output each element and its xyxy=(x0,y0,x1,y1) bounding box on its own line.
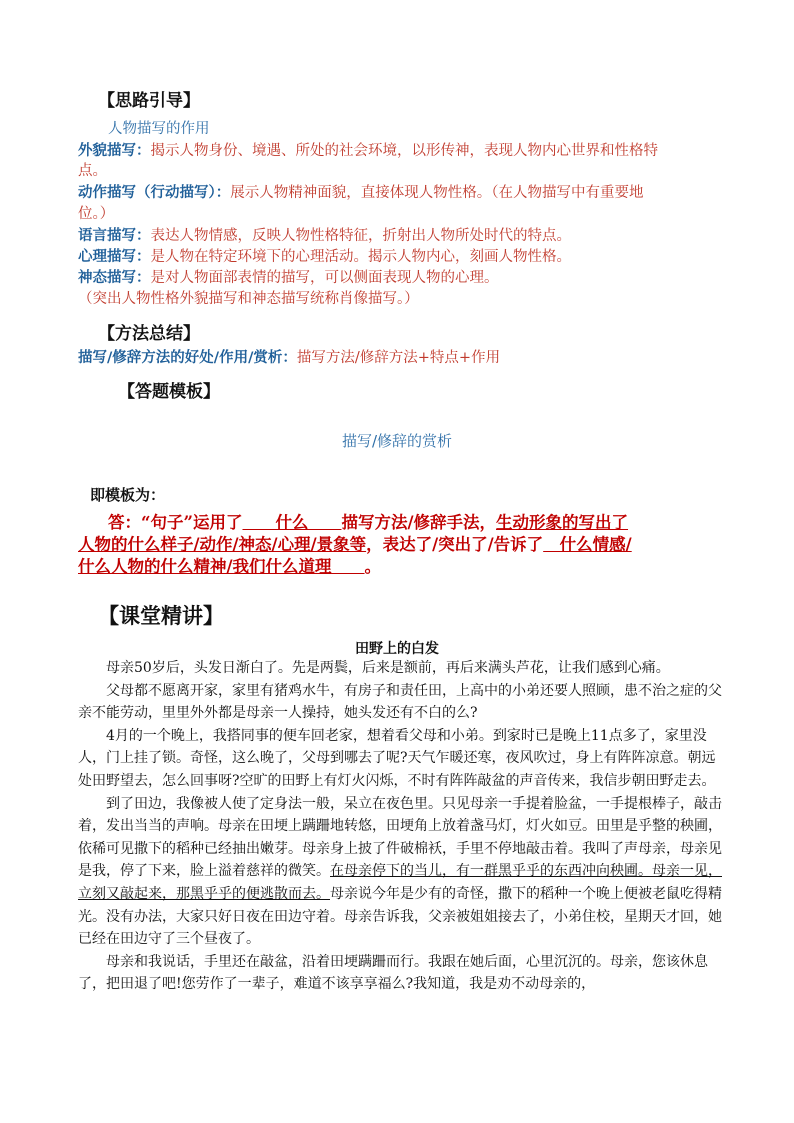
answer-text: 人物的什么样子/动作/神态/心理/景象等 xyxy=(78,535,367,554)
article-body xyxy=(78,657,728,996)
answer-text: 。 xyxy=(364,557,382,576)
article-title: 田野上的白发 xyxy=(355,641,439,657)
answer-line-3 xyxy=(78,556,381,578)
answer-text: 什么人物的什么精神/我们什么道理 xyxy=(78,557,332,576)
paragraph-text: 到了田边，我像被人使了定身法一般，呆立在夜色里。只见母亲一手提着脸盆，一手提根棒子，敲击着，发出当当的声响。母亲在田埂上蹒跚地转悠，田埂角上放着盏马灯，灯火如豆。田里是乎整的秧圃，依稀可见撒下的稻种已经抽出嫩芽。母亲身上披了件破棉袄，手里不停地敲击着。我叫了声母亲，母亲见是我，停了下来，脸上溢着慈祥的微笑。 xyxy=(78,795,722,880)
desc-appearance-cont: 点。 xyxy=(78,163,107,179)
answer-text: 生动形象的写出了 xyxy=(496,513,629,532)
section-heading-ketang: 【课堂精讲】 xyxy=(98,604,224,628)
desc-term: 语言描写： xyxy=(78,228,151,244)
method-summary xyxy=(78,348,500,369)
article-paragraph: 父母都不愿离开家，家里有猪鸡水牛，有房子和责任田，上高中的小弟还要人照顾，患不治之症的父亲不能劳动，里里外外都是母亲一人操持，她头发还有不白的么? xyxy=(78,682,722,722)
underlined-sentence: 在母亲停下的当儿，有一群黑乎乎的东西冲向秧圃。母亲一见，立刻又敲起来，那黑乎乎的便逃散而去。 xyxy=(78,863,722,902)
section-heading-fangfa: 【方法总结】 xyxy=(98,324,200,344)
article-paragraph: 4月的一个晚上，我搭同事的便车回老家，想着看父母和小弟。到家时已是晚上11点多了，家里没人，门上挂了锁。奇怪，这么晚了，父母到哪去了呢?天气乍暖还寒，夜风吹过，身上有阵阵凉意。朝远处田野望去，怎么回事呀?空旷的田野上有灯火闪烁，不时有阵阵敲盆的声音传来，我信步朝田野走去。 xyxy=(78,727,716,789)
paragraph-text: 母亲说今年是少有的奇怪，撒下的稻种一个晚上便被老鼠吃得精光。没有办法，大家只好日夜在田边守着。母亲告诉我，父亲被姐姐接去了，小弟住校，星期天才回，她已经在田边守了三个昼夜了。 xyxy=(78,885,722,948)
desc-text: 是对人物面部表情的描写，可以侧面表现人物的心理。 xyxy=(150,270,499,286)
answer-text: 答：“句子”运用了 xyxy=(108,513,243,532)
template-intro: 即模板为： xyxy=(90,486,166,504)
note-portrait: （突出人物性格外貌描写和神态描写统称肖像描写。） xyxy=(78,291,419,307)
article-paragraph xyxy=(78,793,728,951)
method-text: 描写方法/修辞方法+特点+作用 xyxy=(296,350,501,366)
article-paragraph: 母亲和我说话，手里还在敲盆，沿着田埂蹒跚而行。我跟在她后面，心里沉沉的。母亲，您该休息了，把田退了吧!您劳作了一辈子，难道不该享享福么?我知道，我是劝不动母亲的， xyxy=(78,953,708,993)
desc-expression xyxy=(78,268,499,289)
desc-text: 揭示人物身份、境遇、所处的社会环境，以形传神，表现人物内心世界和性格特 xyxy=(150,143,658,159)
desc-term: 外貌描写： xyxy=(78,143,151,159)
desc-psychology xyxy=(78,247,571,268)
answer-line-1 xyxy=(108,512,628,534)
template-heading: 描写/修辞的赏析 xyxy=(341,432,453,450)
desc-action xyxy=(78,183,644,204)
desc-term: 动作描写（行动描写）： xyxy=(78,185,231,201)
desc-text: 表达人物情感，反映人物性格特征，折射出人物所处时代的特点。 xyxy=(150,228,571,244)
desc-text: 是人物在特定环境下的心理活动。揭示人物内心，刻画人物性格。 xyxy=(150,249,571,265)
desc-appearance xyxy=(78,141,658,162)
answer-text: 描写方法/修辞手法， xyxy=(341,513,497,532)
answer-blank xyxy=(332,557,365,576)
desc-speech xyxy=(78,226,571,247)
desc-term: 神态描写： xyxy=(78,270,151,286)
section-heading-silu: 【思路引导】 xyxy=(98,91,200,111)
section-heading-dati: 【答题模板】 xyxy=(118,382,220,402)
article-paragraph: 母亲50岁后，头发日渐白了。先是两鬓，后来是额前，再后来满头芦花，让我们感到心痛。 xyxy=(106,660,670,676)
desc-action-cont: 位。） xyxy=(78,206,115,222)
desc-term: 心理描写： xyxy=(78,249,151,265)
role-title: 人物描写的作用 xyxy=(108,121,210,137)
method-term: 描写/修辞方法的好处/作用/赏析： xyxy=(78,350,297,366)
desc-text: 展示人物精神面貌，直接体现人物性格。（在人物描写中有重要地 xyxy=(230,185,644,201)
answer-text: ，表达了/突出了/告诉了 xyxy=(366,535,544,554)
answer-blank: 什么 xyxy=(242,513,342,532)
answer-line-2 xyxy=(78,534,632,556)
answer-blank: 什么情感/ xyxy=(543,535,632,554)
